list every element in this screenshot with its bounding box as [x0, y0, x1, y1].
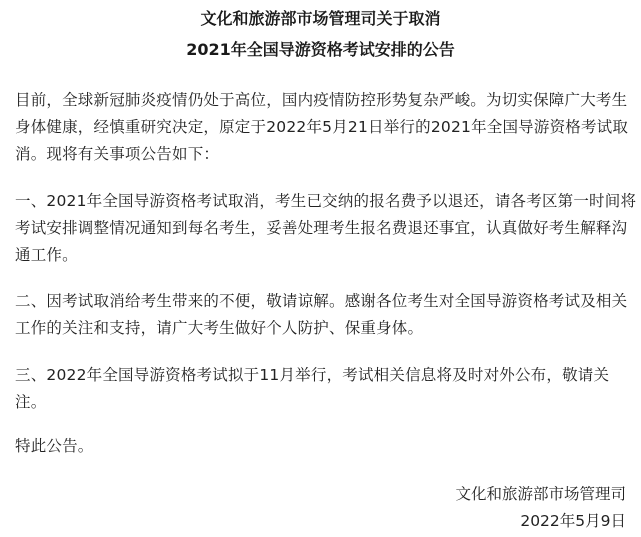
paragraph-line: 目前，全球新冠肺炎疫情仍处于高位，国内疫情防控形势复杂严峻。为切实保障广大考生 — [15, 91, 628, 109]
paragraph-line: 工作的关注和支持，请广大考生做好个人防护、保重身体。 — [15, 319, 424, 337]
paragraph-item-2 — [15, 288, 627, 342]
paragraph-line: 通工作。 — [15, 246, 78, 264]
paragraph-intro — [15, 87, 627, 168]
paragraph-closing — [15, 433, 627, 460]
signature-date: 2022年5月9日 — [520, 512, 626, 530]
paragraph-line: 二、因考试取消给考生带来的不便，敬请谅解。感谢各位考生对全国导游资格考试及相关 — [15, 292, 628, 310]
paragraph-line: 一、2021年全国导游资格考试取消，考生已交纳的报名费予以退还，请各考区第一时间将 — [15, 192, 637, 210]
paragraph-line: 消。现将有关事项公告如下： — [15, 145, 220, 163]
paragraph-line: 考试安排调整情况通知到每名考生，妥善处理考生报名费退还事宜，认真做好考生解释沟 — [15, 219, 628, 237]
paragraph-item-3 — [15, 362, 627, 416]
paragraph-item-1 — [15, 188, 637, 269]
paragraph-line: 特此公告。 — [15, 437, 94, 455]
notice-title-line-2: 2021年全国导游资格考试安排的公告 — [186, 40, 455, 59]
notice-title-line-1: 文化和旅游部市场管理司关于取消 — [200, 9, 441, 28]
paragraph-line: 三、2022年全国导游资格考试拟于11月举行，考试相关信息将及时对外公布，敬请关 — [15, 366, 610, 384]
paragraph-line: 注。 — [15, 393, 47, 411]
paragraph-line: 身体健康，经慎重研究决定，原定于2022年5月21日举行的2021年全国导游资格考试取 — [15, 118, 629, 136]
signature-organization: 文化和旅游部市场管理司 — [455, 485, 626, 503]
